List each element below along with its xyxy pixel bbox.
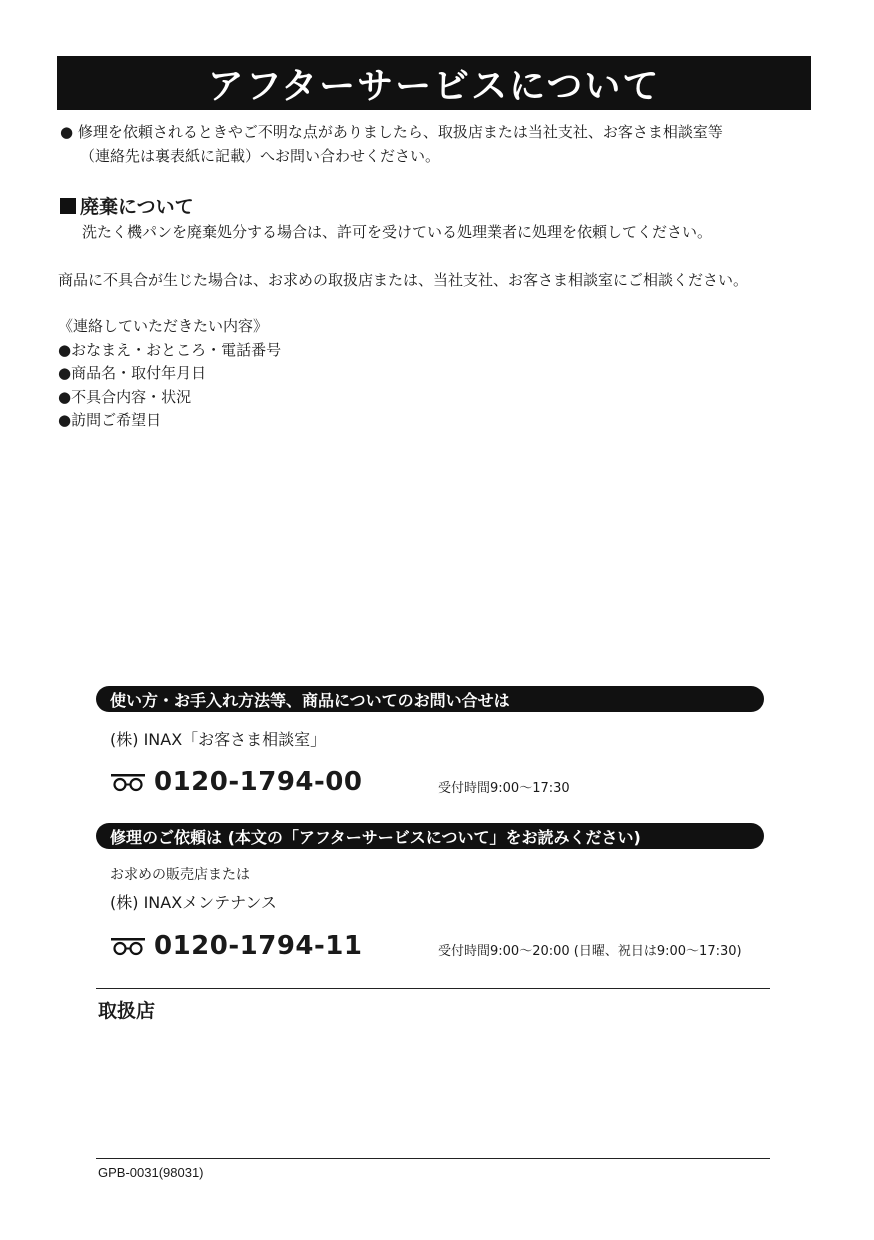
disposal-heading-text: 廃棄について <box>80 196 194 218</box>
list-item: ●不具合内容・状況 <box>58 387 192 406</box>
usage-phone-number: 0120-1794-00 <box>154 767 363 797</box>
usage-phone-row <box>110 767 363 797</box>
document-code: GPB-0031(98031) <box>98 1165 204 1180</box>
contact-items-list <box>58 315 281 433</box>
usage-hours: 受付時間9:00～17:30 <box>438 781 570 796</box>
square-bullet-icon <box>60 198 76 214</box>
defect-notice: 商品に不具合が生じた場合は、お求めの取扱店または、当社支社、お客さま相談室にご相談ください。 <box>58 271 749 289</box>
contact-items-header: 《連絡していただきたい内容》 <box>58 317 269 335</box>
store-label: 取扱店 <box>98 1000 156 1022</box>
usage-company: (株) INAX「お客さま相談室」 <box>110 730 327 749</box>
list-item: ●おなまえ・おところ・電話番号 <box>58 340 282 359</box>
intro-line-2: （連絡先は裏表紙に記載）へお問い合わせください。 <box>80 147 441 165</box>
disposal-heading <box>60 192 194 219</box>
disposal-text: 洗たく機パンを廃棄処分する場合は、許可を受けている処理業者に処理を依頼してください。 <box>82 223 713 241</box>
repair-request-banner: 修理のご依頼は (本文の「アフターサービスについて」をお読みください) <box>96 823 764 849</box>
free-dial-icon <box>110 772 146 792</box>
page-title: アフターサービスについて <box>57 56 811 110</box>
divider <box>96 988 770 989</box>
repair-line-1: お求めの販売店または <box>110 867 250 883</box>
repair-phone-row <box>110 931 363 961</box>
repair-phone-number: 0120-1794-11 <box>154 931 363 961</box>
list-item: ●商品名・取付年月日 <box>58 364 207 382</box>
free-dial-icon <box>110 936 146 956</box>
repair-company: (株) INAXメンテナンス <box>110 893 277 912</box>
list-item: ●訪問ご希望日 <box>58 411 162 429</box>
divider <box>96 1158 770 1159</box>
repair-hours: 受付時間9:00～20:00 (日曜、祝日は9:00～17:30) <box>438 944 742 959</box>
bullet-icon: ● <box>60 123 74 141</box>
intro-line-1: 修理を依頼されるときやご不明な点がありましたら、取扱店または当社支社、お客さま相談室等 <box>77 123 723 141</box>
intro-paragraph <box>60 120 820 168</box>
usage-inquiry-banner: 使い方・お手入れ方法等、商品についてのお問い合せは <box>96 686 764 712</box>
